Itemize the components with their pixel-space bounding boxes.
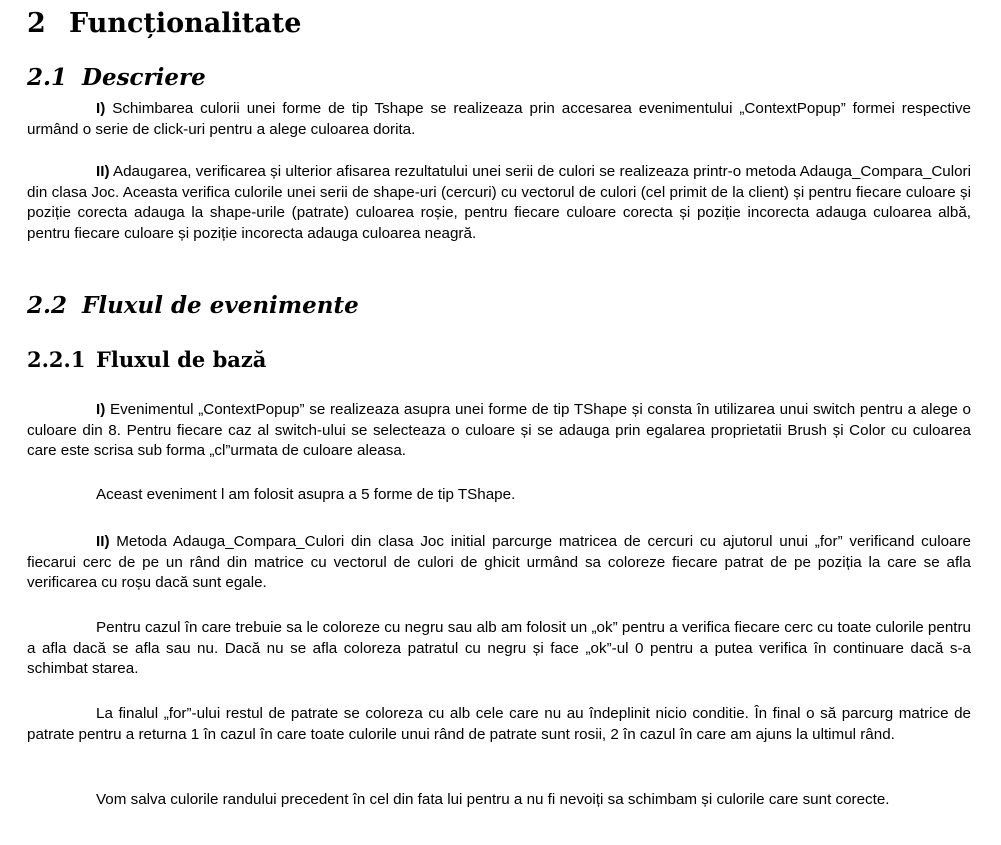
paragraph-text: Vom salva culorile randului precedent în cel din fata lui pentru a nu fi nevoiți sa schimbam și culorile care sunt corecte. (96, 791, 890, 808)
subsection-heading-baza (27, 347, 266, 373)
section-number: 2.1 (27, 64, 68, 91)
paragraph-text: Evenimentul „ContextPopup” se realizeaza asupra unei forme de tip TShape și consta în utilizarea unui switch pentru a alege o culoare din 8. Pentru fiecare caz al switch-ului se selecteaza o culoare și se adauga prin egalarea proprietatii Brush și Color cu culoarea care este scrisa sub forma „cl”urmata de culoare aleasa. (27, 401, 971, 459)
paragraph-text: Pentru cazul în care trebuie sa le coloreze cu negru sau alb am folosit un „ok” pentru a verifica fiecare cerc cu toate culorile pentru a afla dacă se afla sau nu. Dacă nu se afla coloreza patratul cu negru și face „ok”-ul 0 pentru a putea verifica în continuare dacă s-a schimbat starea. (27, 619, 971, 677)
paragraph-baza-4 (27, 618, 971, 680)
section-title: Descriere (82, 64, 206, 91)
paragraph-marker: II) (96, 163, 110, 180)
paragraph-marker: I) (96, 401, 106, 418)
paragraph-baza-2 (27, 485, 971, 506)
chapter-heading (27, 8, 301, 40)
paragraph-text: Aceast eveniment l am folosit asupra a 5 forme de tip TShape. (96, 486, 516, 503)
paragraph-text: Metoda Adauga_Compara_Culori din clasa Joc initial parcurge matricea de cercuri cu ajutorul unui „for” verificand culoare fiecarui cerc de pe un rând din matrice cu vectorul de culori de ghicit urmând sa coloreze fiecare patrat de pe poziția la care se afla verificarea cu roșu dacă sunt egale. (27, 533, 971, 591)
paragraph-baza-3 (27, 532, 971, 594)
paragraph-baza-5 (27, 704, 971, 745)
section-title: Fluxul de evenimente (82, 292, 359, 319)
paragraph-text: Adaugarea, verificarea și ulterior afisarea rezultatului unei serii de culori se realizeaza printr-o metoda Adauga_Compara_Culori din clasa Joc. Aceasta verifica culorile unei serii de shape-uri (cercuri) cu vectorul de culori (cel primit de la client) și pentru fiecare culoare și poziție corecta adauga la shape-urile (patrate) culoarea roșie, pentru fiecare culoare corecta și poziție incorecta adauga culoarea albă, pentru fiecare culoare și poziție incorecta adauga culoarea neagră. (27, 163, 971, 242)
chapter-number: 2 (27, 8, 46, 39)
section-heading-flux (27, 292, 359, 320)
section-heading-descriere (27, 64, 206, 92)
paragraph-marker: II) (96, 533, 110, 550)
paragraph-marker: I) (96, 100, 106, 117)
section-number: 2.2 (27, 292, 68, 319)
paragraph-baza-1 (27, 400, 971, 462)
paragraph-text: La finalul „for”-ului restul de patrate se coloreza cu alb cele care nu au îndeplinit nicio conditie. În final o să parcurg matrice de patrate pentru a returna 1 în cazul în care toate culorile unui rând de patrate sunt rosii, 2 în cazul în care am ajuns la ultimul rând. (27, 705, 971, 743)
paragraph-descriere-2 (27, 162, 971, 244)
subsection-title: Fluxul de bază (96, 347, 267, 372)
chapter-title: Funcționalitate (69, 8, 302, 39)
paragraph-descriere-1 (27, 99, 971, 140)
paragraph-text: Schimbarea culorii unei forme de tip Tshape se realizeaza prin accesarea evenimentului „ContextPopup” formei respective urmând o serie de click-uri pentru a alege culoarea dorita. (27, 100, 971, 138)
subsection-number: 2.2.1 (27, 347, 86, 372)
paragraph-baza-6 (27, 790, 971, 811)
